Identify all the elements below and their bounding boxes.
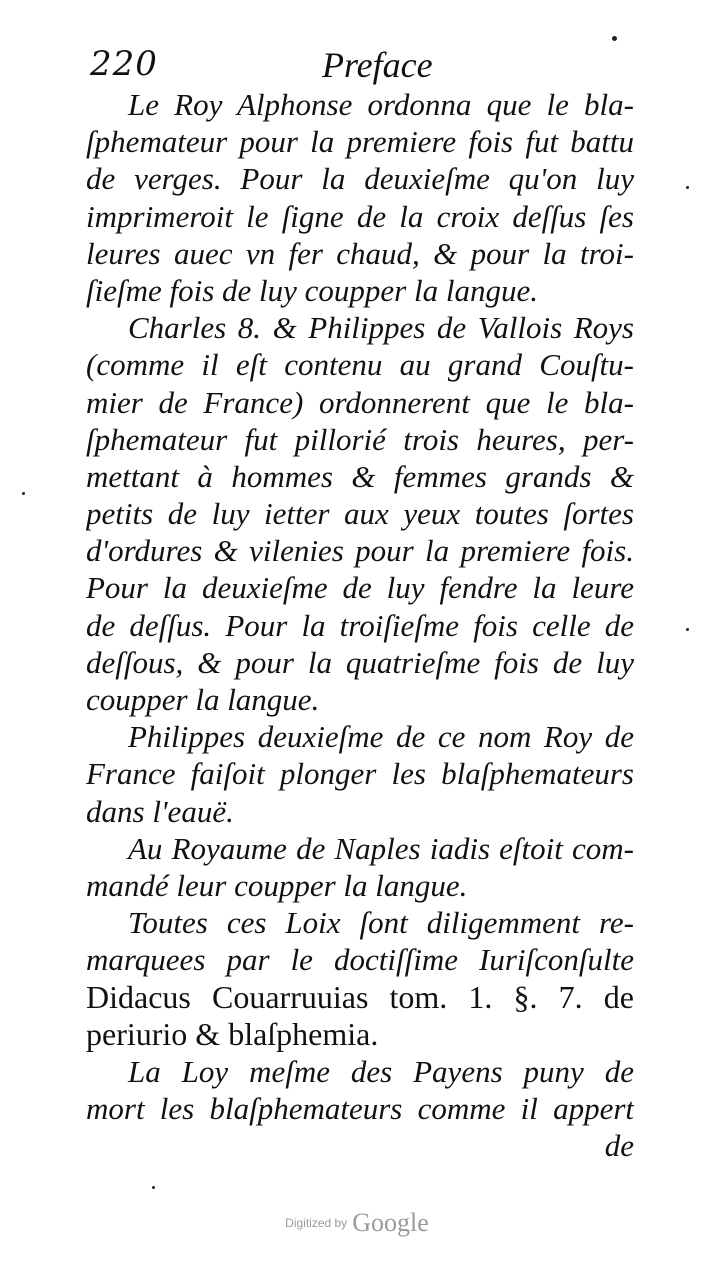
digitized-watermark [0,1208,714,1238]
text-line: Didacus Couarruuias tom. 1. §. 7. de [86,978,634,1015]
google-logo: Google [352,1208,429,1237]
scan-speck [612,36,617,41]
text-line: Pour la deuxieſme de luy fendre la leure [86,570,634,606]
text-line: mettant à hommes & femmes grands & [86,458,634,494]
scan-speck [152,1186,155,1189]
text-line: de deſſus. Pour la troiſieſme fois celle de [86,607,634,643]
catchword: de [604,1128,634,1164]
text-line: petits de luy ietter aux yeux toutes ſortes [86,496,634,532]
text-line: coupper la langue. [86,682,320,717]
text-line: ſphemateur fut pillorié trois heures, per- [86,421,634,457]
text-line: ſphemateur pour la premiere fois fut battu [86,124,634,160]
text-line: Au Royaume de Naples iadis eſtoit com- [128,830,634,866]
text-line: de verges. Pour la deuxieſme qu'on luy [86,161,634,197]
text-line: marquees par le doctiſſime Iuriſconſulte [86,942,634,978]
text-line: Toutes ces Loix ſont diligemment re- [128,905,634,941]
text-line: Charles 8. & Philippes de Vallois Roys [128,310,634,346]
body-text [86,86,634,1164]
text-line: (comme il eſt contenu au grand Couſtu- [86,347,634,383]
watermark-prefix: Digitized by [285,1216,348,1230]
text-line: Le Roy Alphonse ordonna que le bla- [128,87,634,122]
text-line: periurio & blaſphemia. [86,1015,379,1052]
text-line: mort les blaſphemateurs comme il appert [86,1091,634,1127]
text-line: La Loy meſme des Payens puny de [128,1053,634,1089]
text-line: dans l'eauë. [86,793,234,829]
text-line: ſieſme fois de luy coupper la langue. [86,272,538,308]
running-head: Preface [322,45,433,85]
text-line: leures auec vn fer chaud, & pour la troi- [86,235,634,271]
text-line: imprimeroit le ſigne de la croix deſſus ſes [86,198,634,234]
text-line: Philippes deuxieſme de ce nom Roy de [128,719,634,755]
text-line: mier de France) ordonnerent que le bla- [86,384,634,420]
text-line: France faiſoit plonger les blaſphemateurs [86,756,634,792]
text-line: d'ordures & vilenies pour la premiere fois. [86,533,634,569]
scan-speck [686,186,689,189]
text-line: deſſous, & pour la quatrieſme fois de luy [86,644,634,680]
text-line: mandé leur coupper la langue. [86,867,468,903]
page-number: 220 [90,44,158,84]
scan-speck [686,628,689,631]
scan-speck [22,492,25,495]
page-header [90,44,630,86]
